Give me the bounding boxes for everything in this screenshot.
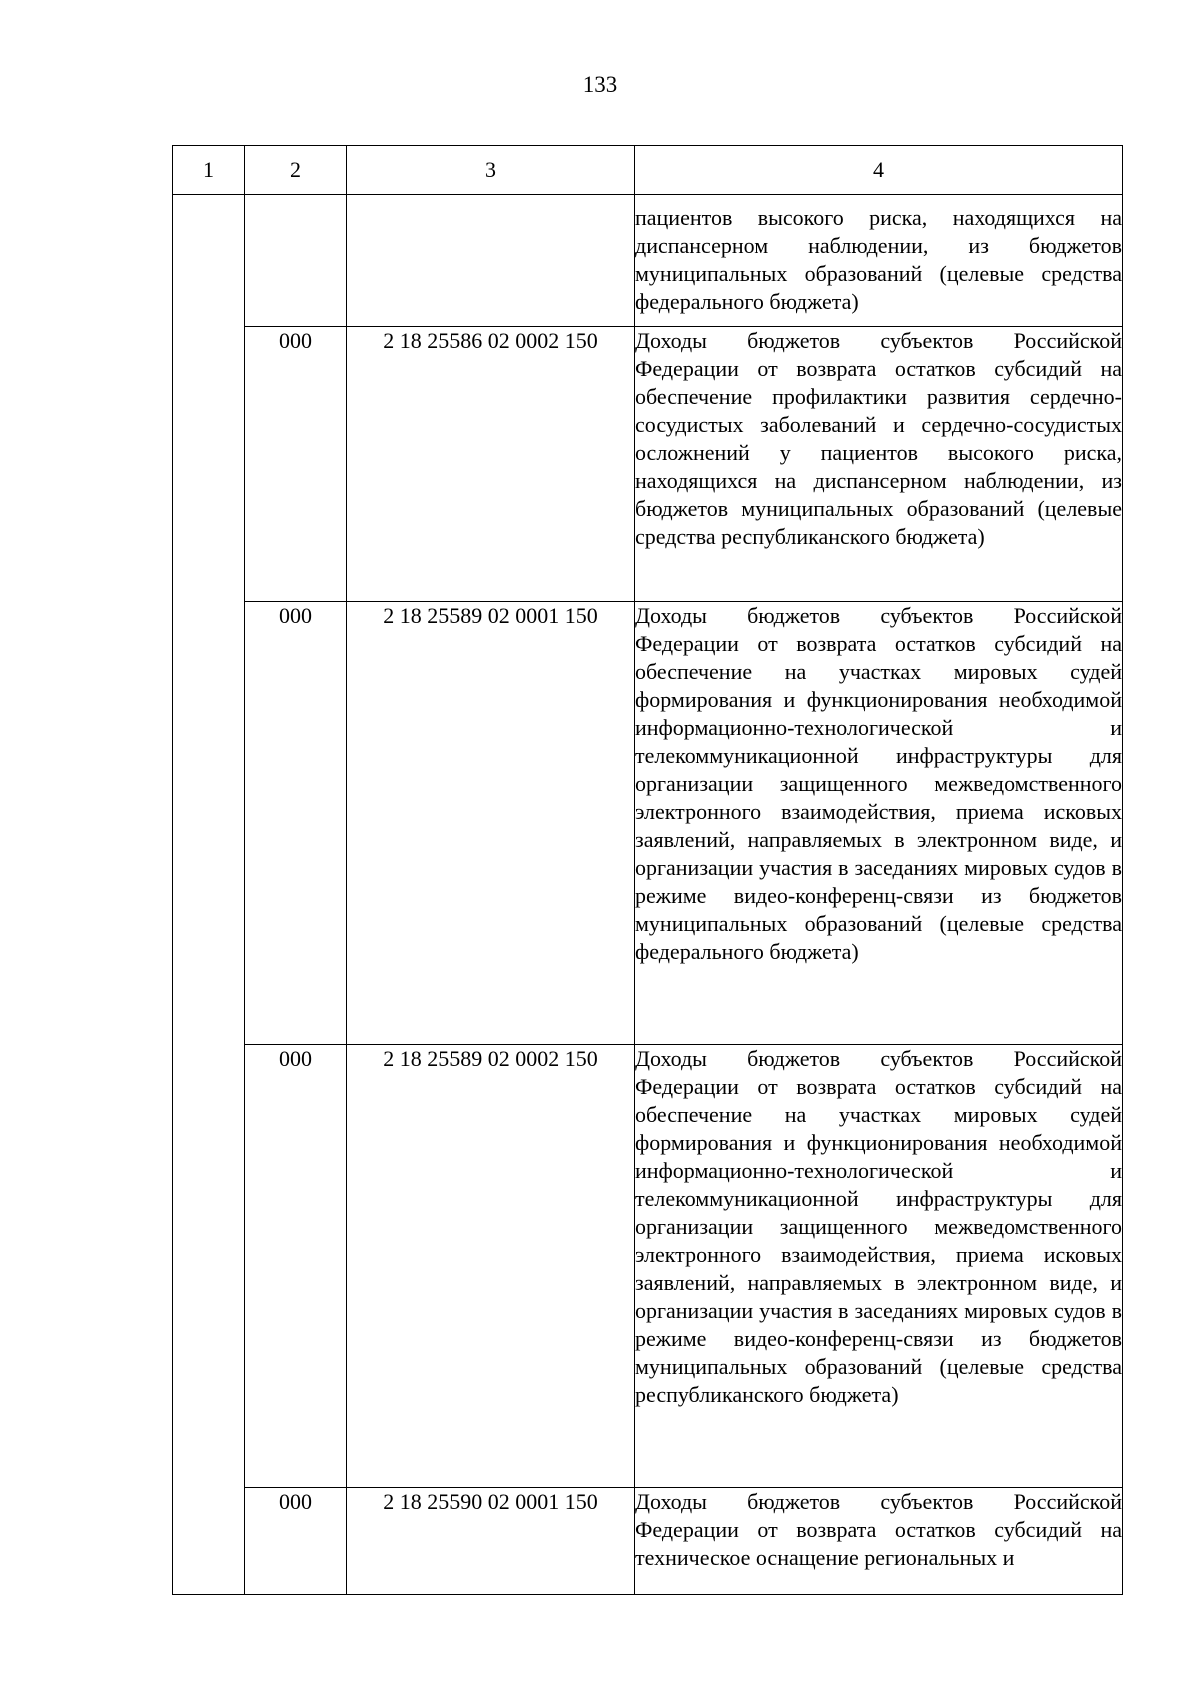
budget-code-cell: 2 18 25586 02 0002 150 [347, 327, 635, 602]
admin-code-cell: 000 [245, 1045, 347, 1488]
table-row [173, 602, 1123, 1045]
table-row [173, 1488, 1123, 1595]
description-cell: Доходы бюджетов субъектов Российской Федерации от возврата остатков субсидий на обеспечение на участках мировых судей формирования и функционирования необходимой информационно-технологической и телекоммуникационной инфраструктуры для организации защищенного межведомственного электронного взаимодействия, приема исковых заявлений, направляемых в электронном виде, и организации участия в заседаниях мировых судов в режиме видео-конференц-связи из бюджетов муниципальных образований (целевые средства федерального бюджета) [635, 602, 1123, 1045]
description-cell: Доходы бюджетов субъектов Российской Федерации от возврата остатков субсидий на обеспечение на участках мировых судей формирования и функционирования необходимой информационно-технологической и телекоммуникационной инфраструктуры для организации защищенного межведомственного электронного взаимодействия, приема исковых заявлений, направляемых в электронном виде, и организации участия в заседаниях мировых судов в режиме видео-конференц-связи из бюджетов муниципальных образований (целевые средства республиканского бюджета) [635, 1045, 1123, 1488]
budget-revenue-table [172, 145, 1123, 1595]
column-header-4: 4 [635, 146, 1123, 195]
admin-code-cell [245, 195, 347, 327]
table-row [173, 327, 1123, 602]
table-header-row [173, 146, 1123, 195]
column-header-2: 2 [245, 146, 347, 195]
description-cell: Доходы бюджетов субъектов Российской Федерации от возврата остатков субсидий на обеспечение профилактики развития сердечно-сосудистых заболеваний и сердечно-сосудистых осложнений у пациентов высокого риска, находящихся на диспансерном наблюдении, из бюджетов муниципальных образований (целевые средства республиканского бюджета) [635, 327, 1123, 602]
admin-code-cell: 000 [245, 1488, 347, 1595]
page-number: 133 [582, 72, 618, 97]
column-header-1: 1 [173, 146, 245, 195]
description-cell: Доходы бюджетов субъектов Российской Федерации от возврата остатков субсидий на техническое оснащение региональных и [635, 1488, 1123, 1595]
budget-code-cell: 2 18 25590 02 0001 150 [347, 1488, 635, 1595]
column-header-3: 3 [347, 146, 635, 195]
budget-code-cell [347, 195, 635, 327]
budget-code-cell: 2 18 25589 02 0001 150 [347, 602, 635, 1045]
table-row [173, 1045, 1123, 1488]
first-column-cell [173, 195, 245, 1595]
admin-code-cell: 000 [245, 602, 347, 1045]
table-row [173, 195, 1123, 327]
admin-code-cell: 000 [245, 327, 347, 602]
budget-code-cell: 2 18 25589 02 0002 150 [347, 1045, 635, 1488]
description-cell: пациентов высокого риска, находящихся на диспансерном наблюдении, из бюджетов муниципальных образований (целевые средства федерального бюджета) [635, 195, 1123, 327]
